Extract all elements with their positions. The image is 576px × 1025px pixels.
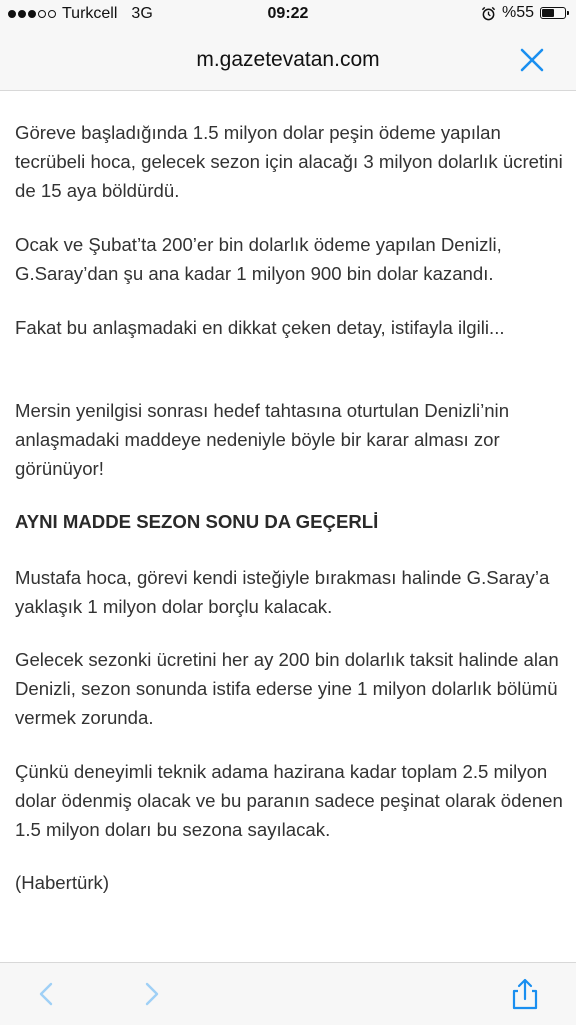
address-bar [0, 30, 576, 91]
article-subheading: AYNI MADDE SEZON SONU DA GEÇERLİ [15, 511, 379, 532]
article-paragraph: Gelecek sezonki ücretini her ay 200 bin dolarlık taksit halinde alan Denizli, sezon sonunda istifa ederse yine 1 milyon dolarlık bölümü vermek zorunda. [15, 649, 559, 728]
article-paragraph: Mustafa hoca, görevi kendi isteğiyle bırakması halinde G.Saray’a yaklaşık 1 milyon dolar borçlu kalacak. [15, 567, 550, 617]
status-bar [0, 0, 576, 30]
article-paragraph: Ocak ve Şubat’ta 200’er bin dolarlık ödeme yapılan Denizli, G.Saray’dan şu ana kadar 1 milyon 900 bin dolar kazandı. [15, 234, 502, 284]
alarm-clock-icon [481, 6, 496, 21]
article-paragraph: Fakat bu anlaşmadaki en dikkat çeken detay, istifayla ilgili... [15, 317, 505, 338]
status-time: 09:22 [267, 5, 309, 22]
article-source: (Habertürk) [15, 872, 110, 893]
battery-level [542, 9, 554, 17]
url-display[interactable]: m.gazetevatan.com [196, 48, 380, 71]
network-type: 3G [131, 5, 153, 22]
chevron-right-icon[interactable] [134, 977, 168, 1011]
battery-percent: %55 [501, 4, 534, 21]
bottom-toolbar [0, 962, 576, 1025]
article-paragraph: Çünkü deneyimli teknik adama hazirana kadar toplam 2.5 milyon dolar ödenmiş olacak ve bu paranın sadece peşinat olarak ödenen 1.5 milyon doları bu sezona sayılacak. [15, 761, 563, 840]
article-paragraph: Göreve başladığında 1.5 milyon dolar peşin ödeme yapılan tecrübeli hoca, gelecek sezon için alacağı 3 milyon dolarlık ücretini de 15 aya böldürdü. [15, 122, 563, 201]
status-right [481, 4, 566, 22]
article-paragraph: Mersin yenilgisi sonrası hedef tahtasına oturtulan Denizli’nin anlaşmadaki maddeye nedeniyle böyle bir karar alması zor görünüyor! [15, 400, 510, 479]
battery-icon [540, 7, 566, 19]
close-icon[interactable] [518, 46, 546, 74]
article-body [0, 91, 576, 943]
carrier-name: Turkcell [62, 5, 118, 22]
chevron-left-icon[interactable] [30, 977, 64, 1011]
share-icon[interactable] [508, 977, 542, 1011]
